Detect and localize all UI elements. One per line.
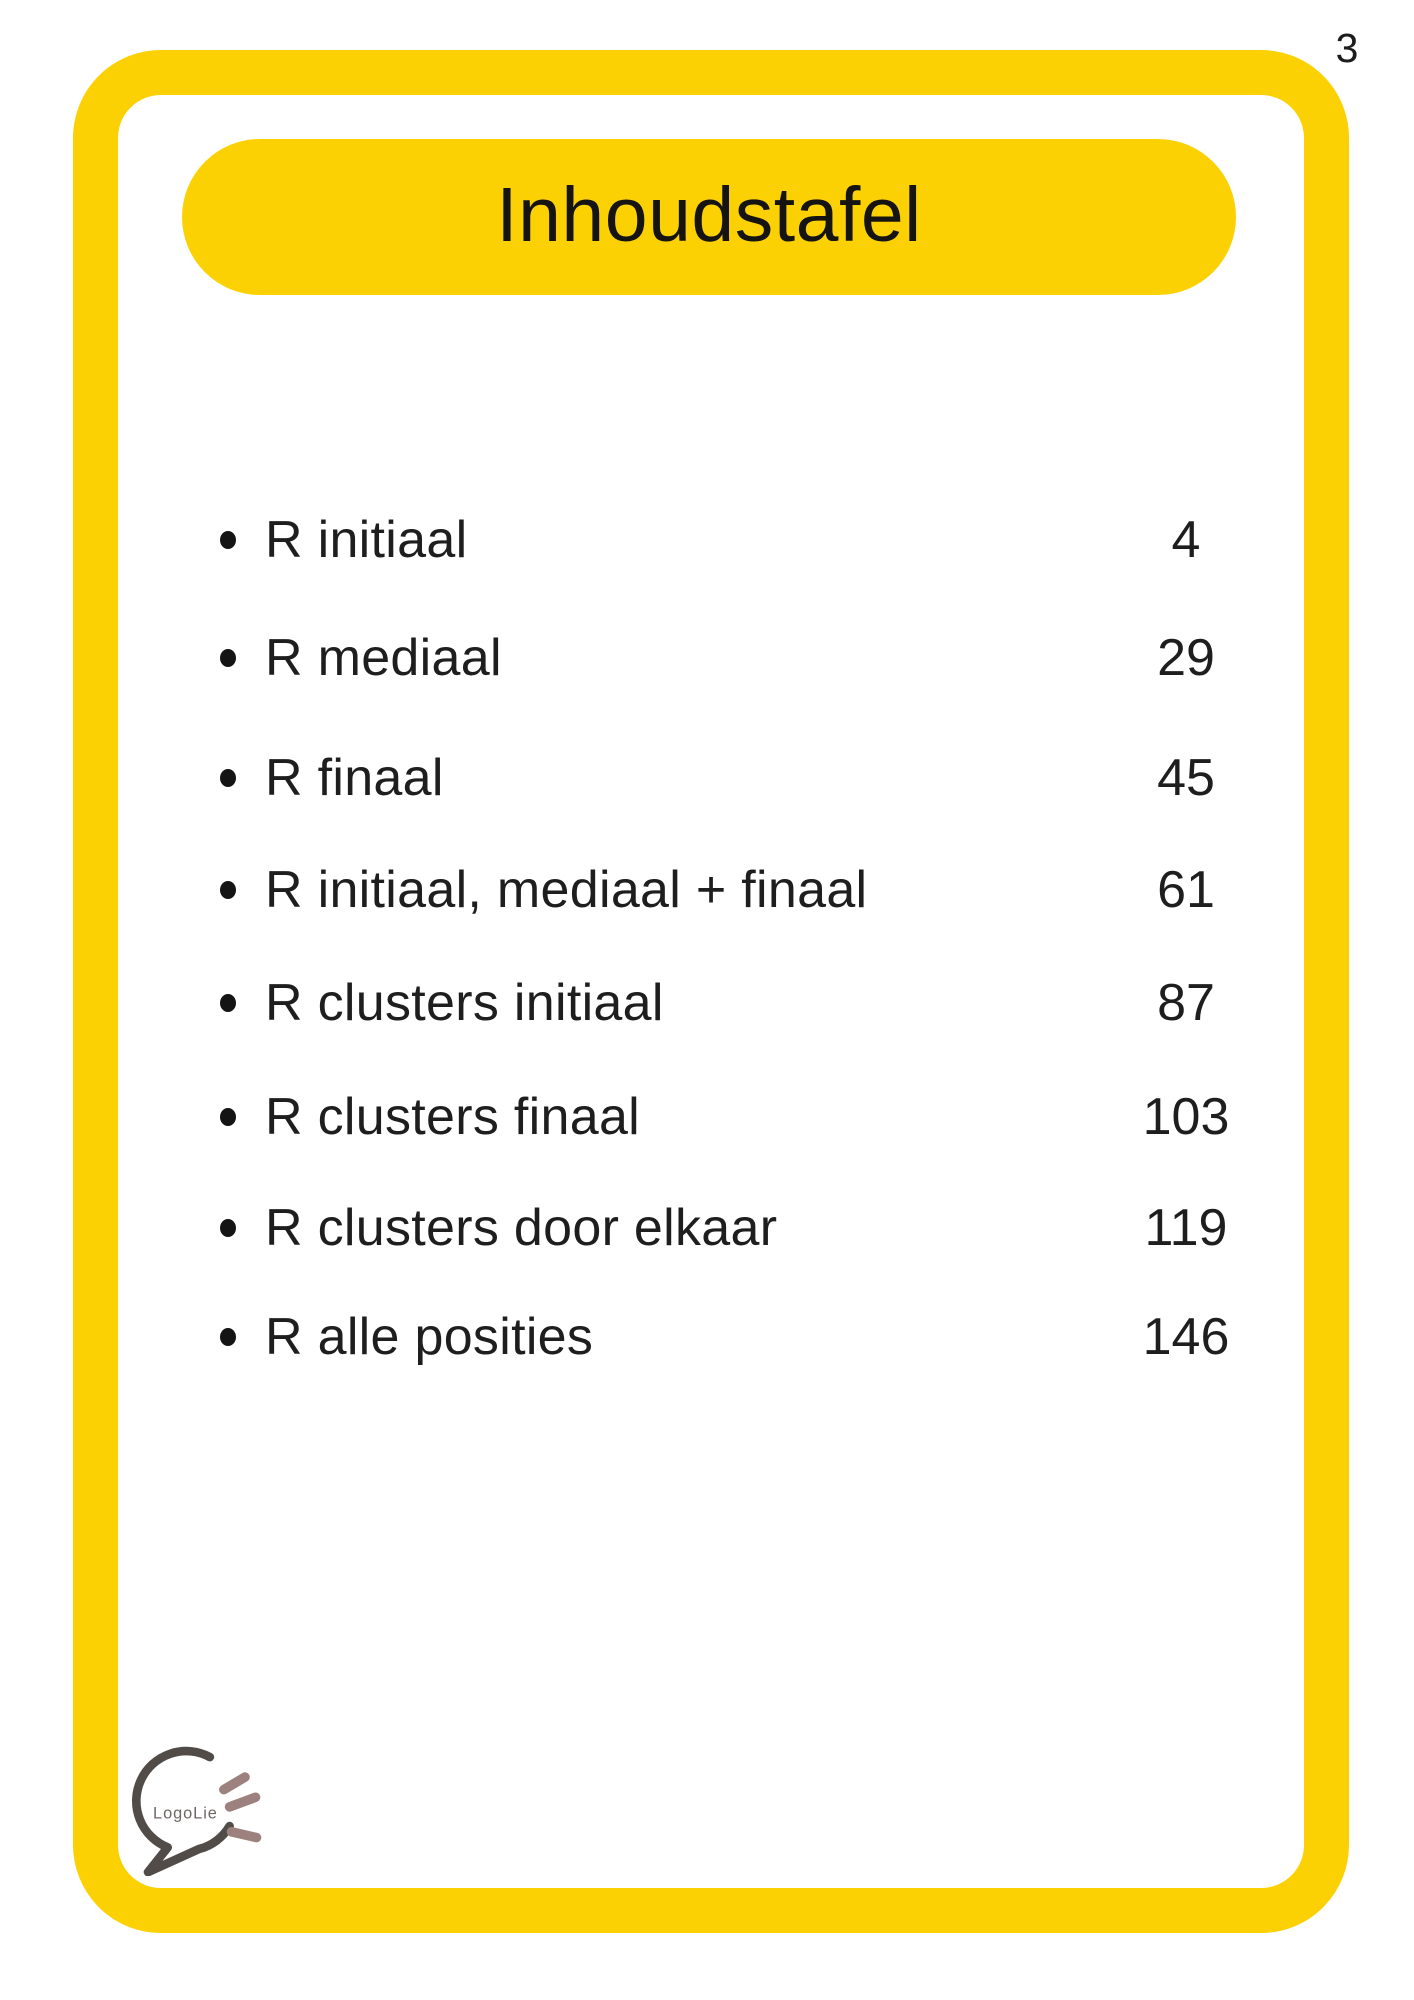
logo-text: LogoLie [153, 1804, 218, 1823]
toc-item-label: R clusters initiaal [265, 974, 664, 1032]
toc-item-label: R finaal [265, 749, 444, 807]
bullet-icon [220, 531, 236, 549]
toc-item-label: R clusters finaal [265, 1088, 641, 1146]
toc-item-label: R mediaal [265, 629, 502, 687]
bullet-icon [220, 649, 236, 667]
toc-item-label: R clusters door elkaar [265, 1199, 778, 1257]
toc-item-page: 29 [1157, 629, 1215, 687]
bullet-icon [220, 1219, 236, 1237]
page-number: 3 [1335, 25, 1359, 71]
speech-bubble-logo-graphic [124, 1732, 268, 1876]
toc-item-page: 61 [1157, 861, 1215, 919]
toc-item-page: 4 [1171, 511, 1201, 569]
toc-row [220, 1085, 1266, 1149]
bullet-icon [220, 994, 236, 1012]
toc-item-label: R initiaal [265, 511, 468, 569]
toc-item-page: 103 [1142, 1088, 1230, 1146]
sound-dashes-icon [224, 1777, 257, 1837]
bullet-icon [220, 881, 236, 899]
toc-row [220, 626, 1266, 690]
toc-row [220, 971, 1266, 1035]
toc-row [220, 508, 1266, 572]
toc-item-page: 87 [1157, 974, 1215, 1032]
bullet-icon [220, 769, 236, 787]
toc-item-page: 146 [1142, 1308, 1230, 1366]
toc-row [220, 746, 1266, 810]
page-title: Inhoudstafel [496, 171, 922, 258]
toc-row [220, 1305, 1266, 1369]
toc-row [220, 858, 1266, 922]
bullet-icon [220, 1108, 236, 1126]
toc-item-label: R alle posities [265, 1308, 594, 1366]
bullet-icon [220, 1328, 236, 1346]
logolie-logo [124, 1732, 268, 1876]
toc-row [220, 1196, 1266, 1260]
toc-item-label: R initiaal, mediaal + finaal [265, 861, 868, 919]
toc-item-page: 119 [1144, 1199, 1228, 1257]
toc-item-page: 45 [1157, 749, 1215, 807]
